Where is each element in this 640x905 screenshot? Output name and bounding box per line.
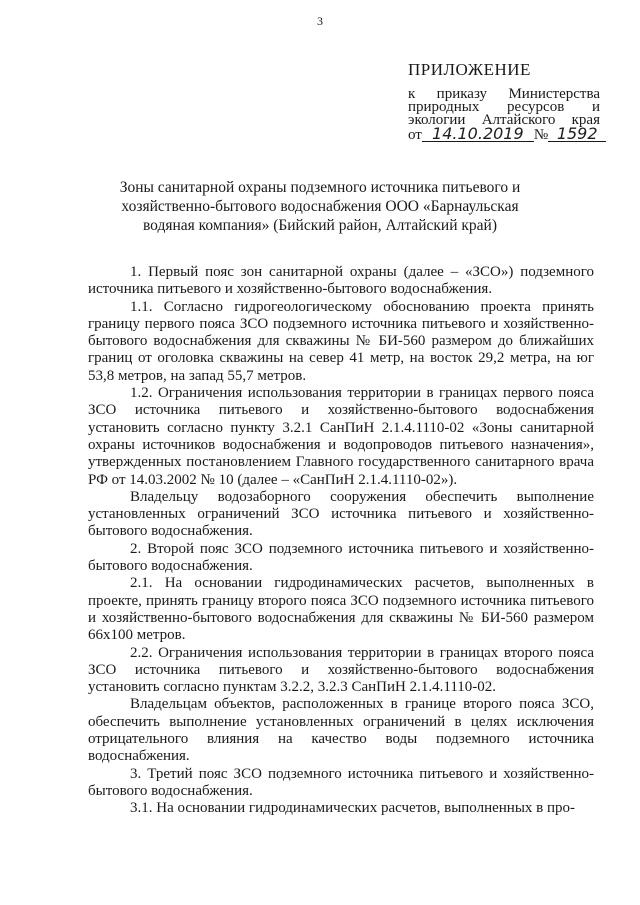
paragraph-owners-obligation: Владельцам объектов, расположенных в границе второго пояса ЗСО, обеспечить выполнение установленных ограничений в целях исключения отрицательного влияния на качество воды подземного источника водоснабжения. [88, 696, 594, 765]
order-number: 1592 [548, 126, 606, 142]
appendix-order-reference: к приказу Министерства природных ресурсов и экологии Алтайского края [408, 86, 600, 128]
paragraph-1-2: 1.2. Ограничения использования территории в границах первого пояса ЗСО источника питьевого и хозяйственно-бытового водоснабжения установить согласно пункту 3.2.1 СанПиН 2.1.4.1110-02 «Зоны санитарной охраны источников водоснабжения и водопроводов питьевого назначения», утвержденных постановлением Главного государственного санитарного врача РФ от 14.03.2002 № 10 (далее – «СанПиН 2.1.4.1110-02»). [88, 385, 594, 488]
paragraph-2: 2. Второй пояс ЗСО подземного источника питьевого и хозяйственно-бытового водоснабжения. [88, 540, 594, 575]
order-date: 14.10.2019 [422, 126, 534, 142]
page-number: 3 [317, 14, 323, 28]
document-title: Зоны санитарной охраны подземного источника питьевого и хозяйственно-бытового водоснабжения ООО «Барнаульская водяная компания» (Бийский район, Алтайский край) [119, 179, 521, 234]
paragraph-2-2: 2.2. Ограничения использования территории в границах второго пояса ЗСО источника питьевого и хозяйственно-бытового водоснабжения установить согласно пунктам 3.2.2, 3.2.3 СанПиН 2.1.4.1110-02. [88, 644, 594, 696]
paragraph-3: 3. Третий пояс ЗСО подземного источника питьевого и хозяйственно-бытового водоснабжения. [88, 765, 594, 799]
paragraph-1-1: 1.1. Согласно гидрогеологическому обоснованию проекта принять границу первого пояса ЗСО подземного источника питьевого и хозяйственно-бытового водоснабжения для скважины № БИ-560 размером до ближайших границ от оголовка скважины на север 41 метр, на восток 29,2 метра, на юг 53,8 метров, на запад 55,7 метров. [88, 298, 594, 384]
paragraph-owner-obligation: Владельцу водозаборного сооружения обеспечить выполнение установленных ограничений ЗСО источника питьевого и хозяйственно-бытового водоснабжения. [88, 488, 594, 540]
paragraph-1: 1. Первый пояс зон санитарной охраны (далее – «ЗСО») подземного источника питьевого и хозяйственно-бытового водоснабжения. [88, 264, 594, 298]
paragraph-2-1: 2.1. На основании гидродинамических расчетов, выполненных в проекте, принять границу второго пояса ЗСО подземного источника питьевого и хозяйственно-бытового водоснабжения для скважины № БИ-560 размером 66х100 метров. [88, 575, 594, 644]
appendix-title: ПРИЛОЖЕНИЕ [408, 60, 531, 79]
document-body [88, 264, 594, 818]
order-date-number-line [408, 126, 600, 144]
order-number-label: № [533, 127, 549, 143]
order-from-label: от [408, 127, 422, 143]
paragraph-3-1: 3.1. На основании гидродинамических расчетов, выполненных в про- [130, 800, 576, 817]
